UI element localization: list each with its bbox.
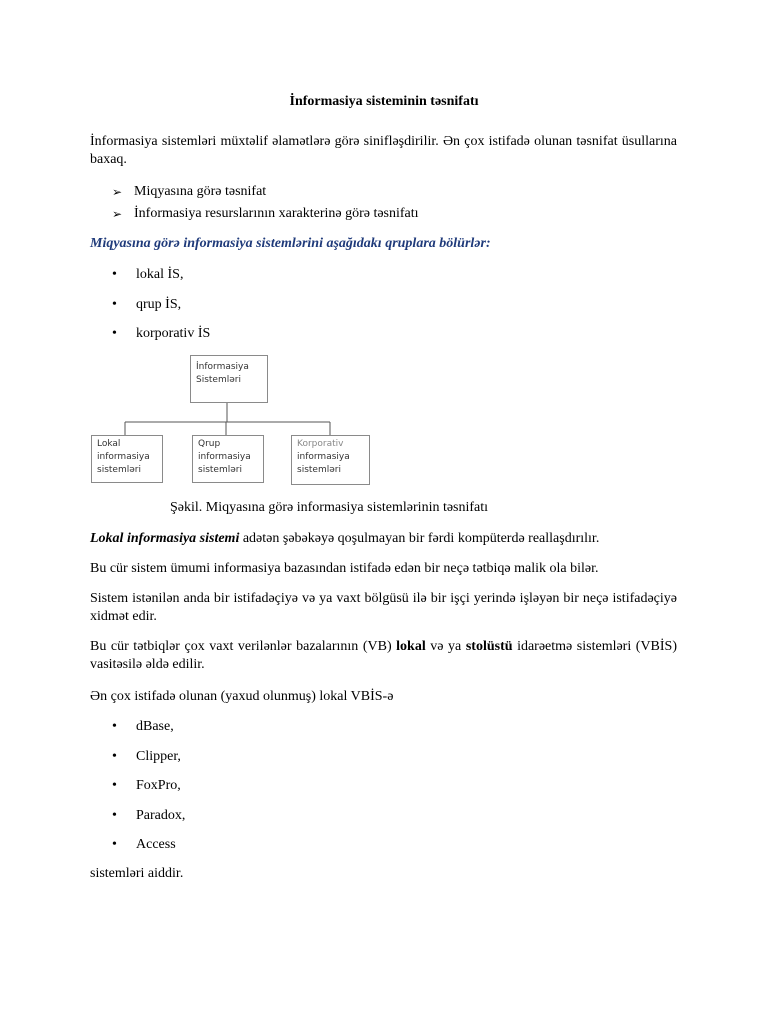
bullet-icon: • <box>112 267 117 282</box>
classification-diagram <box>88 352 378 488</box>
bullet-icon: • <box>112 748 117 764</box>
bullet-icon: • <box>112 807 117 823</box>
list-item: • Paradox, <box>112 807 185 837</box>
diagram-box-corporate: Korporativ informasiya sistemləri <box>291 435 370 485</box>
list-item: ➢ İnformasiya resurslarının xarakterinə görə təsnifatı <box>112 203 419 225</box>
list-item: • lokal İS, <box>112 266 210 296</box>
bullet-icon: • <box>112 326 117 341</box>
dbms-paragraph: Bu cür tətbiqlər çox vaxt verilənlər bazalarının (VB) lokal və ya stolüstü idarəetmə sistemləri (VBİS) vasitəsilə əldə edilir. <box>90 639 678 672</box>
intro-paragraph: İnformasiya sistemləri müxtəlif əlamətlərə görə sinifləşdirilir. Ən çox istifadə olunan təsnifat üsullarına baxaq. <box>90 134 677 167</box>
list-item: • Clipper, <box>112 748 185 778</box>
closing-paragraph: sistemləri aiddir. <box>90 866 184 881</box>
list-item: • FoxPro, <box>112 777 185 807</box>
list-item: ➢ Miqyasına görə təsnifat <box>112 181 419 203</box>
paragraph: Bu cür sistem ümumi informasiya bazasından istifadə edən bir neçə tətbiqə malik ola bilər. <box>90 561 599 576</box>
list-item: • korporativ İS <box>112 325 210 355</box>
local-is-paragraph: Lokal informasiya sistemi adətən şəbəkəyə qoşulmayan bir fərdi kompüterdə reallaşdırılır. <box>90 531 600 546</box>
paragraph: Sistem istənilən anda bir istifadəçiyə və ya vaxt bölgüsü ilə bir işçi yerində işləyən bir neçə istifadəçiyə xidmət edir. <box>90 591 677 624</box>
scale-heading: Miqyasına görə informasiya sistemlərini aşağıdakı qruplara bölürlər: <box>90 236 491 251</box>
paragraph: Ən çox istifadə olunan (yaxud olunmuş) lokal VBİS-ə <box>90 689 394 704</box>
dbms-list <box>112 718 185 866</box>
list-item: • qrup İS, <box>112 296 210 326</box>
arrow-bullet-icon: ➢ <box>112 185 123 199</box>
bullet-icon: • <box>112 296 117 312</box>
page-title: İnformasiya sisteminin təsnifatı <box>289 94 479 109</box>
diagram-box-local: Lokal informasiya sistemləri <box>91 435 163 483</box>
bullet-icon: • <box>112 778 117 793</box>
classification-list <box>112 181 419 225</box>
list-item: • dBase, <box>112 718 185 748</box>
diagram-root-box: İnformasiya Sistemləri <box>190 355 268 403</box>
bullet-icon: • <box>112 719 117 734</box>
diagram-box-group: Qrup informasiya sistemləri <box>192 435 264 483</box>
bullet-icon: • <box>112 837 117 852</box>
scale-group-list <box>112 266 210 355</box>
arrow-bullet-icon: ➢ <box>112 207 123 221</box>
list-item: • Access <box>112 836 185 866</box>
term-highlight: Lokal informasiya sistemi <box>90 531 240 546</box>
figure-caption: Şəkil. Miqyasına görə informasiya sistemlərinin təsnifatı <box>170 500 489 515</box>
